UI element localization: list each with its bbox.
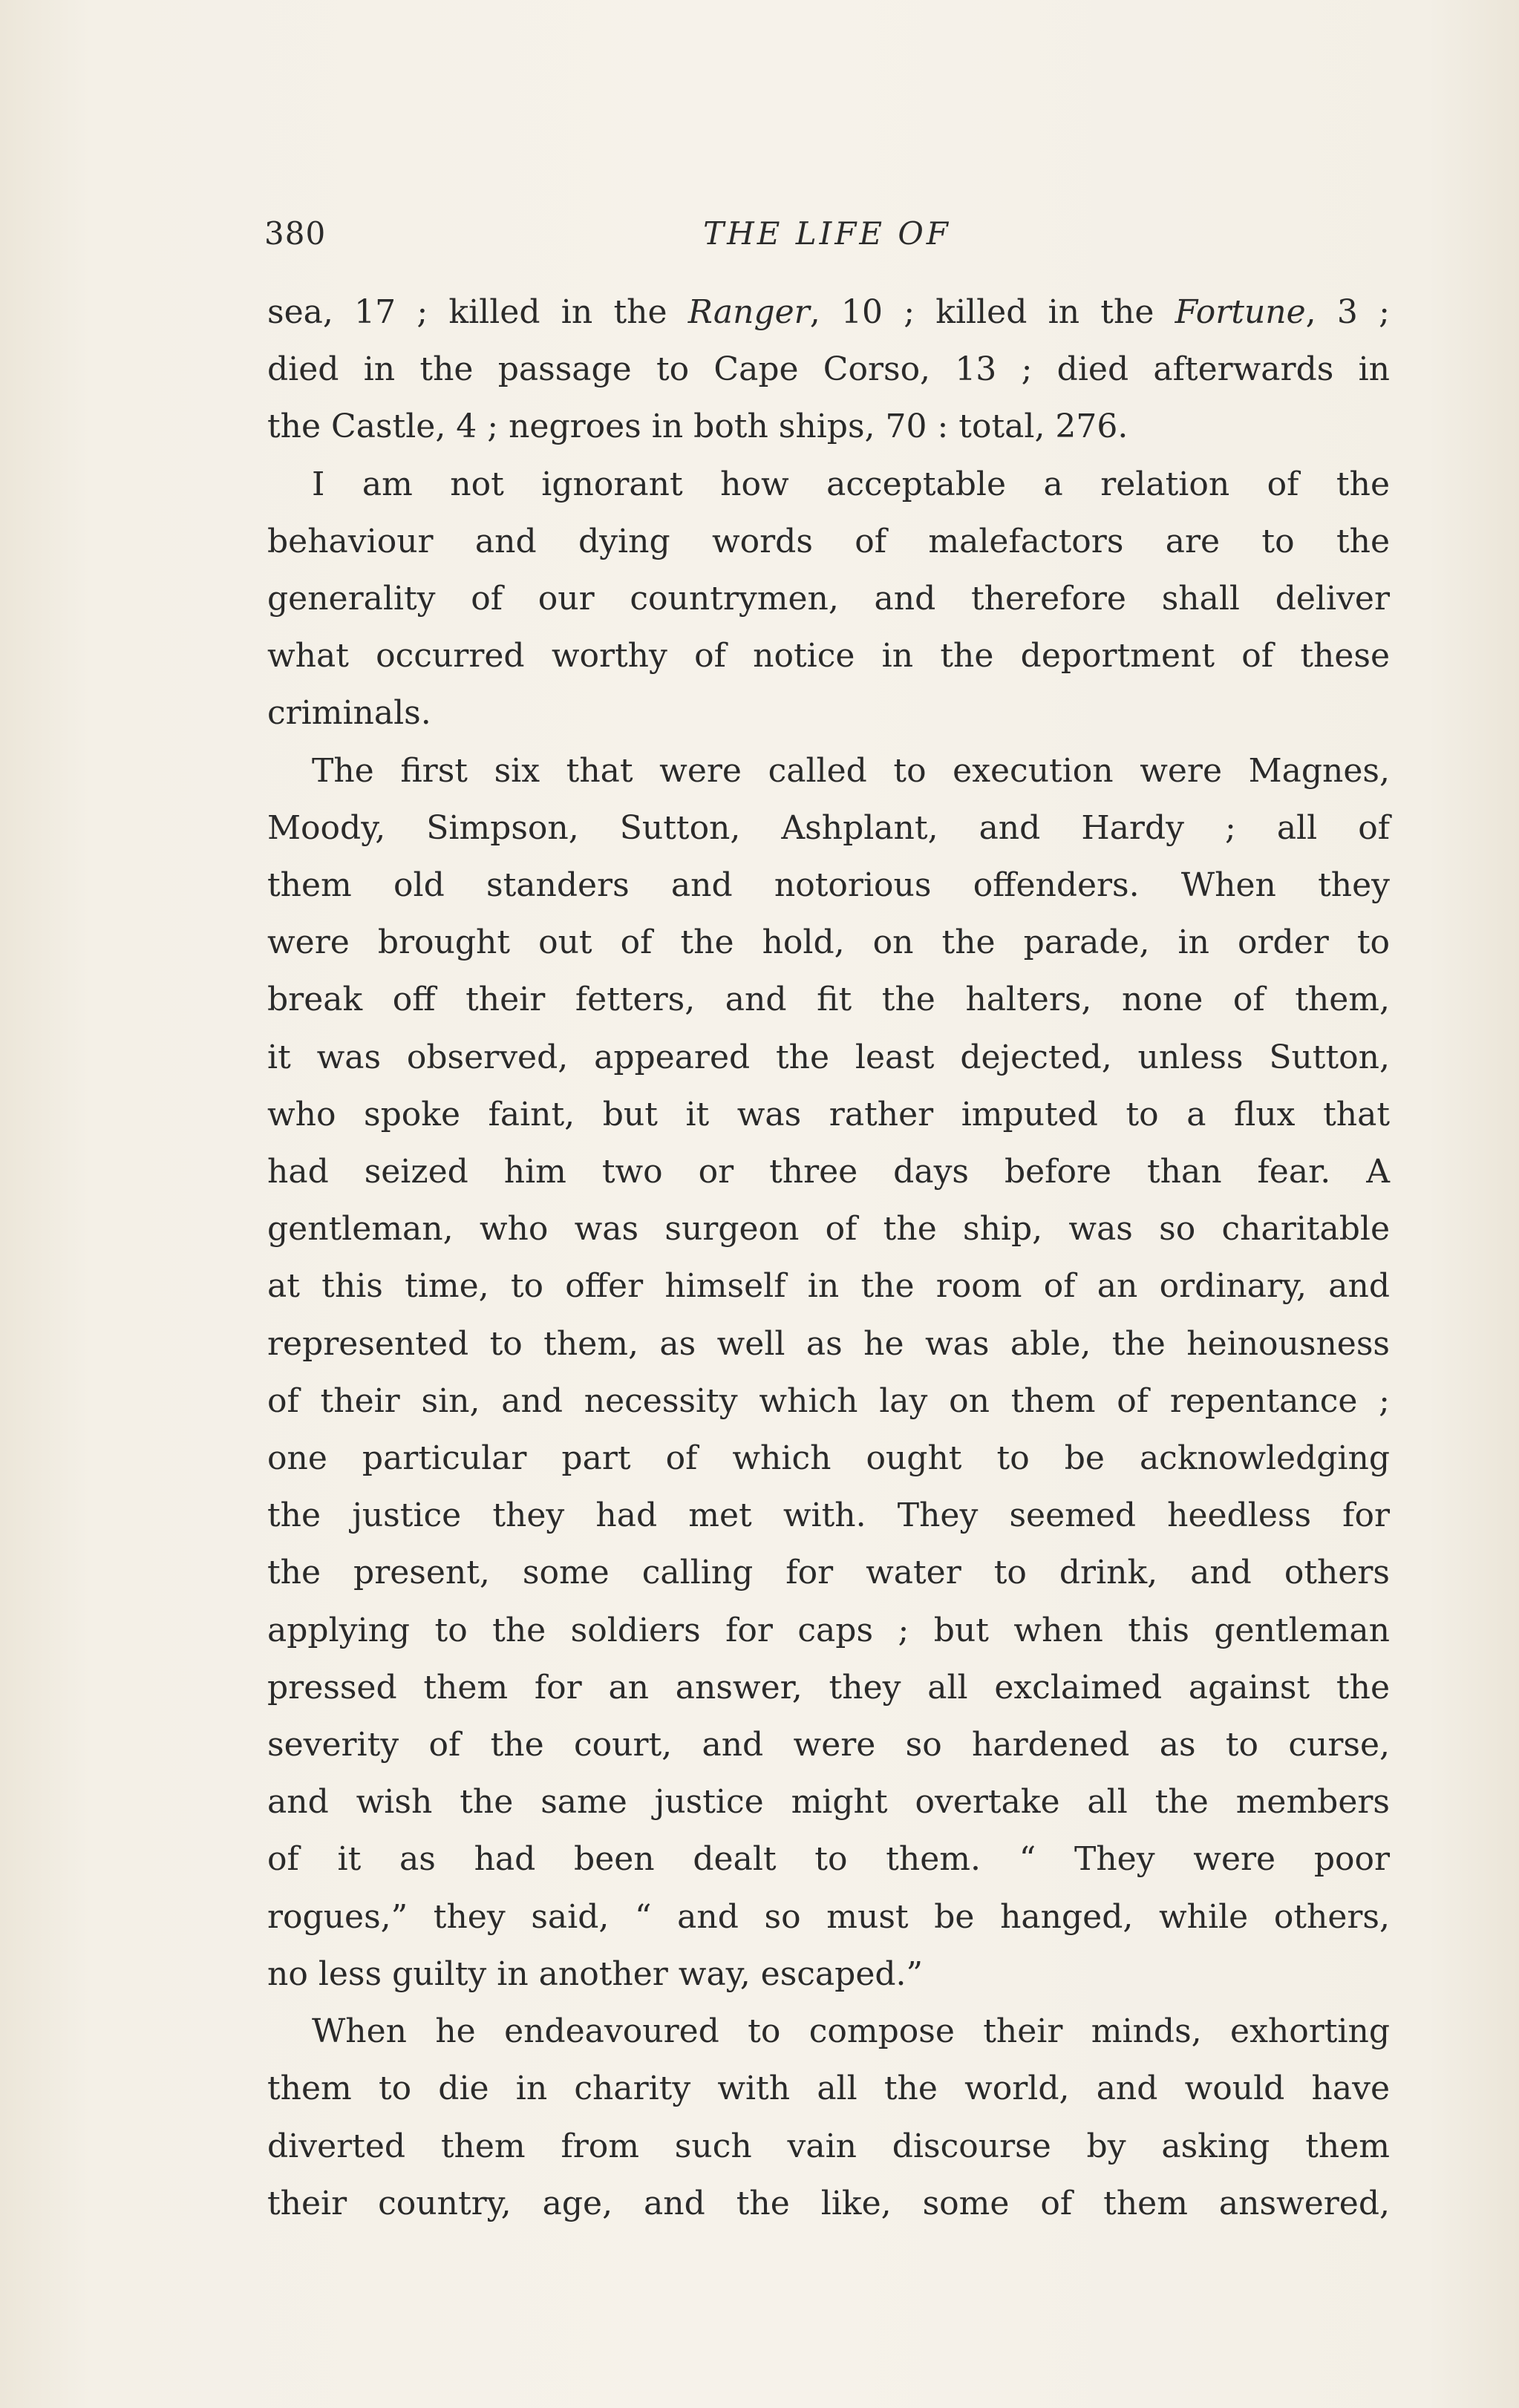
text-line: were brought out of the hold, on the parade, in order to: [267, 923, 1390, 962]
page-header: [264, 209, 1390, 261]
text-line: had seized him two or three days before than fear. A: [267, 1153, 1390, 1191]
text-line: them to die in charity with all the world, and would have: [267, 2070, 1390, 2108]
text-line: generality of our countrymen, and therefore shall deliver: [267, 580, 1390, 618]
text-line: no less guilty in another way, escaped.”: [267, 1954, 924, 1993]
text-line: sea, 17 ; killed in the Ranger, 10 ; killed in the Fortune, 3 ;: [267, 293, 1390, 331]
text-line: one particular part of which ought to be acknowledging: [267, 1439, 1390, 1478]
text-line: of their sin, and necessity which lay on them of repentance ;: [267, 1381, 1390, 1420]
body-text: [267, 284, 1390, 2232]
text-line: behaviour and dying words of malefactors are to the: [267, 522, 1390, 560]
text-line: gentleman, who was surgeon of the ship, was so charitable: [267, 1210, 1390, 1249]
text-line: The first six that were called to execution were Magnes,: [312, 751, 1390, 790]
text-line: the justice they had met with. They seemed heedless for: [267, 1496, 1390, 1535]
text-line: of it as had been dealt to them. “ They were poor: [267, 1840, 1390, 1879]
running-head: THE LIFE OF: [703, 215, 951, 252]
text-line: died in the passage to Cape Corso, 13 ; died afterwards in: [267, 350, 1390, 389]
text-line: pressed them for an answer, they all exclaimed against the: [267, 1668, 1390, 1707]
text-line: criminals.: [267, 694, 431, 733]
text-line: I am not ignorant how acceptable a relation of the: [312, 465, 1390, 503]
text-line: break off their fetters, and fit the halters, none of them,: [267, 981, 1390, 1019]
text-line: it was observed, appeared the least dejected, unless Sutton,: [267, 1038, 1390, 1076]
text-line: applying to the soldiers for caps ; but when this gentleman: [267, 1611, 1390, 1649]
text-line: Moody, Simpson, Sutton, Ashplant, and Hardy ; all of: [267, 808, 1390, 847]
text-line: severity of the court, and were so hardened as to curse,: [267, 1726, 1390, 1764]
text-line: what occurred worthy of notice in the deportment of these: [267, 637, 1390, 675]
text-line: the Castle, 4 ; negroes in both ships, 70 : total, 276.: [267, 408, 1128, 446]
text-line: their country, age, and the like, some of them answered,: [267, 2184, 1390, 2222]
text-line: diverted them from such vain discourse by asking them: [267, 2127, 1390, 2165]
text-line: and wish the same justice might overtake all the members: [267, 1783, 1390, 1822]
text-line: who spoke faint, but it was rather imputed to a flux that: [267, 1095, 1390, 1133]
text-line: them old standers and notorious offenders. When they: [267, 866, 1390, 905]
page-number: 380: [264, 215, 327, 252]
text-line: rogues,” they said, “ and so must be hanged, while others,: [267, 1897, 1390, 1936]
text-line: at this time, to offer himself in the room of an ordinary, and: [267, 1267, 1390, 1306]
text-line: the present, some calling for water to drink, and others: [267, 1554, 1390, 1592]
text-line: represented to them, as well as he was able, the heinousness: [267, 1324, 1390, 1363]
text-line: When he endeavoured to compose their minds, exhorting: [312, 2012, 1390, 2051]
